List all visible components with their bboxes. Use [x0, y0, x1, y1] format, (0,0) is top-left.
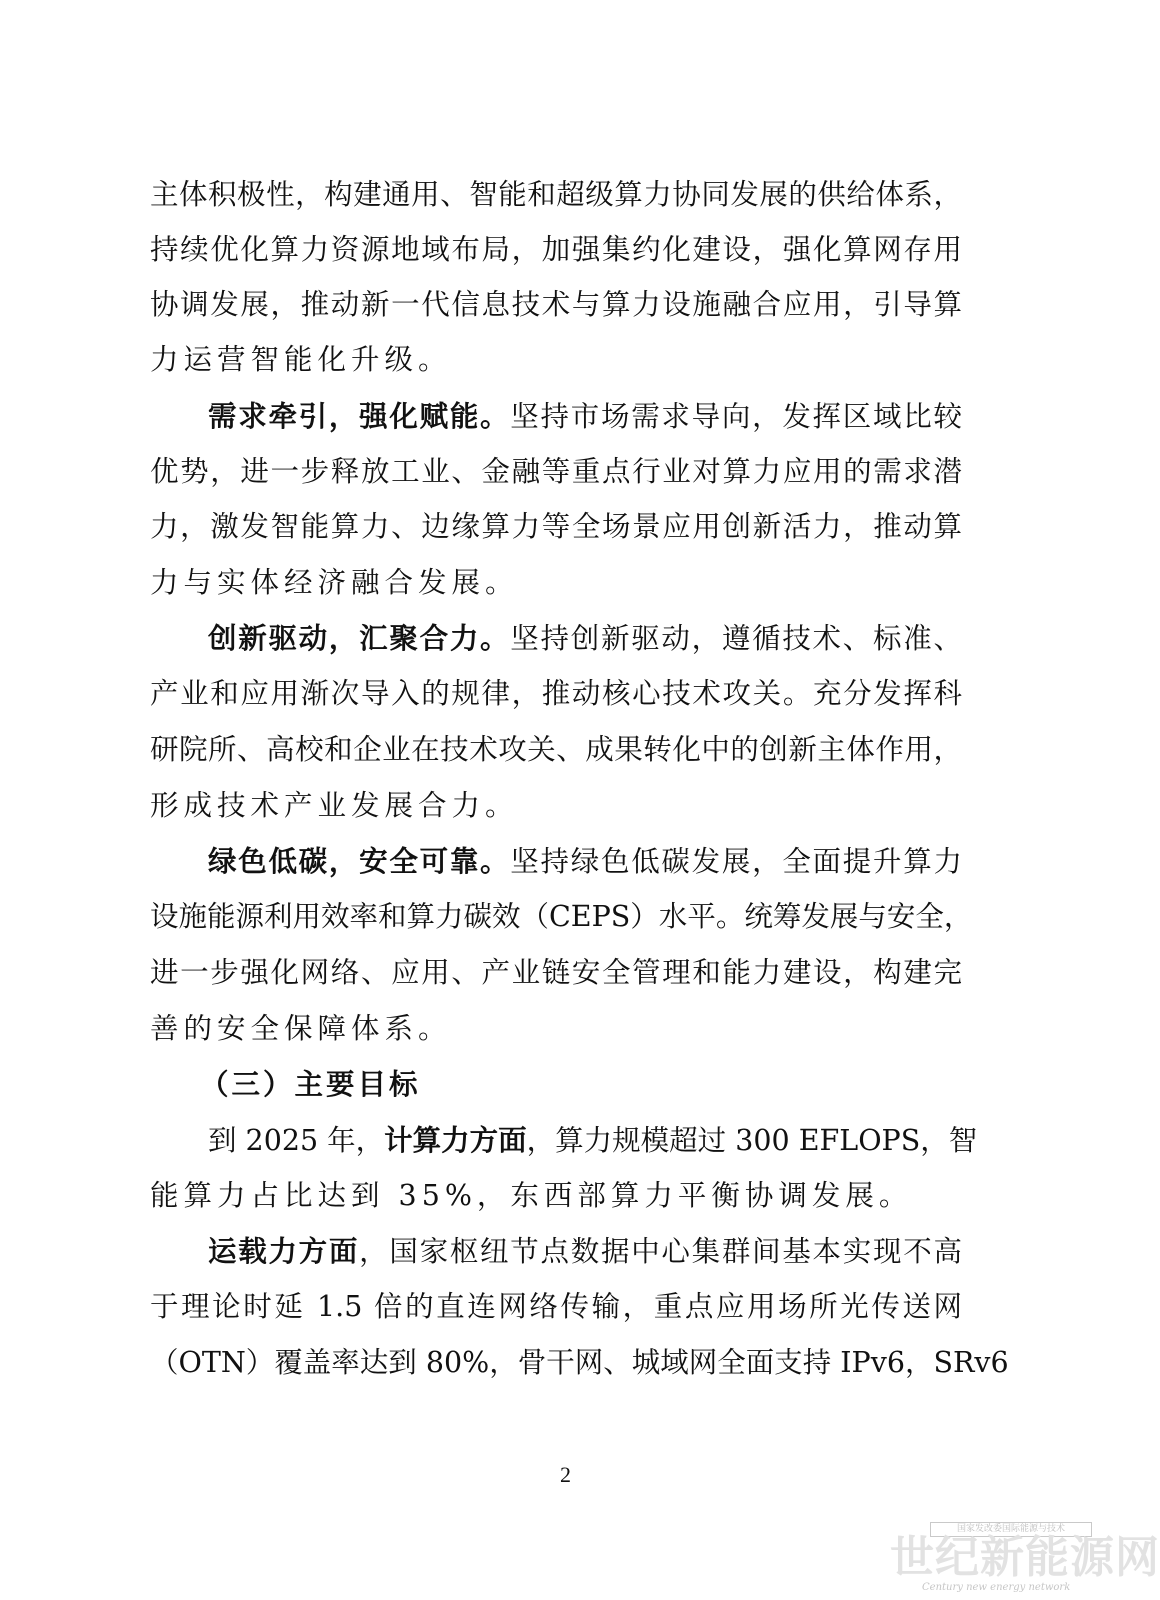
paragraph-line: 进一步强化网络、应用、产业链安全管理和能力建设，构建完	[150, 956, 962, 989]
paragraph-line: 力，激发智能算力、边缘算力等全场景应用创新活力，推动算	[150, 510, 962, 543]
goal-heading: 运载力方面	[208, 1235, 360, 1268]
principle-heading: 需求牵引，强化赋能。	[208, 400, 511, 433]
paragraph-line: 优势，进一步释放工业、金融等重点行业对算力应用的需求潜	[150, 455, 962, 488]
paragraph-line: 于理论时延 1.5 倍的直连网络传输，重点应用场所光传送网	[150, 1290, 962, 1323]
paragraph-line: 善的安全保障体系。	[150, 1012, 452, 1045]
paragraph-line: 设施能源利用效率和算力碳效（CEPS）水平。统筹发展与安全，	[150, 900, 973, 933]
paragraph-line: 力运营智能化升级。	[150, 343, 452, 376]
page-number: 2	[560, 1462, 571, 1487]
paragraph-first-line: 到 2025 年，计算力方面，算力规模超过 300 EFLOPS，智	[208, 1124, 978, 1157]
paragraph-line: 形成技术产业发展合力。	[150, 789, 519, 822]
watermark-logo: 世纪新能源网	[890, 1532, 1160, 1583]
principle-heading: 创新驱动，汇聚合力。	[208, 622, 511, 655]
paragraph-line: 持续优化算力资源地域布局，加强集约化建设，强化算网存用	[150, 233, 962, 266]
paragraph-line: 力与实体经济融合发展。	[150, 566, 519, 599]
paragraph-line: 协调发展，推动新一代信息技术与算力设施融合应用，引导算	[150, 288, 962, 321]
watermark-tagline: 国家发改委国际能源与技术	[930, 1522, 1092, 1537]
paragraph-first-line: 运载力方面，国家枢纽节点数据中心集群间基本实现不高	[208, 1235, 962, 1268]
paragraph-line: 能算力占比达到 35%，东西部算力平衡协调发展。	[150, 1179, 913, 1212]
paragraph-first-line: 创新驱动，汇聚合力。坚持创新驱动，遵循技术、标准、	[208, 622, 962, 655]
paragraph-first-line: 绿色低碳，安全可靠。坚持绿色低碳发展，全面提升算力	[208, 845, 962, 878]
paragraph-line: 主体积极性，构建通用、智能和超级算力协同发展的供给体系，	[150, 178, 962, 211]
goal-heading: 计算力方面	[384, 1124, 527, 1157]
paragraph-line: 研院所、高校和企业在技术攻关、成果转化中的创新主体作用，	[150, 733, 962, 766]
watermark-english: Century new energy network	[922, 1582, 1071, 1593]
paragraph-line: （OTN）覆盖率达到 80%，骨干网、城域网全面支持 IPv6，SRv6	[150, 1346, 1009, 1379]
principle-heading: 绿色低碳，安全可靠。	[208, 845, 511, 878]
paragraph-first-line: 需求牵引，强化赋能。坚持市场需求导向，发挥区域比较	[208, 400, 962, 433]
section-heading: （三）主要目标	[200, 1068, 421, 1101]
paragraph-line: 产业和应用渐次导入的规律，推动核心技术攻关。充分发挥科	[150, 677, 962, 710]
